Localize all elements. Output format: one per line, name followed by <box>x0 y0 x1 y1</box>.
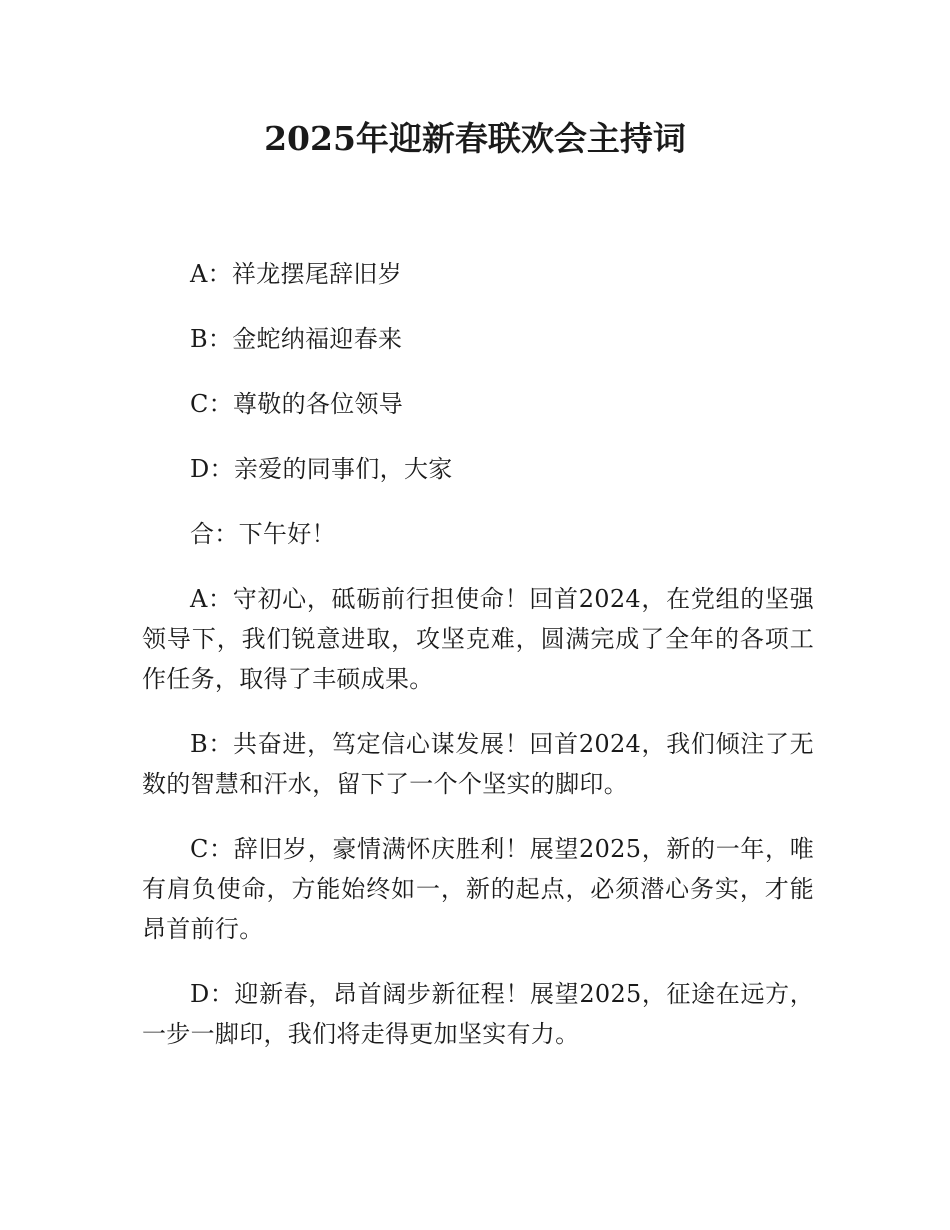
paragraph-d-outlook: D：迎新春，昂首阔步新征程！展望2025，征途在远方，一步一脚印，我们将走得更加坚实有力。 <box>142 980 814 1048</box>
paragraph-b-review: B：共奋进，笃定信心谋发展！回首2024，我们倾注了无数的智慧和汗水，留下了一个个坚实的脚印。 <box>142 730 814 798</box>
paragraph-c-outlook: C：辞旧岁，豪情满怀庆胜利！展望2025，新的一年，唯有肩负使命，方能始终如一，新的起点，必须潜心务实，才能昂首前行。 <box>142 835 814 943</box>
paragraph-b-opening: B：金蛇纳福迎春来 <box>190 325 403 353</box>
paragraph-d-greeting: D：亲爱的同事们，大家 <box>190 455 453 483</box>
paragraph-together: 合：下午好！ <box>190 520 336 548</box>
document-body <box>142 254 814 1079</box>
document-title: 2025年迎新春联欢会主持词 <box>264 119 686 158</box>
paragraph-a-opening: A：祥龙摆尾辞旧岁 <box>190 260 403 288</box>
paragraph-a-review: A：守初心，砥砺前行担使命！回首2024，在党组的坚强领导下，我们锐意进取，攻坚克难，圆满完成了全年的各项工作任务，取得了丰硕成果。 <box>142 585 814 693</box>
paragraph-c-greeting: C：尊敬的各位领导 <box>190 390 404 418</box>
